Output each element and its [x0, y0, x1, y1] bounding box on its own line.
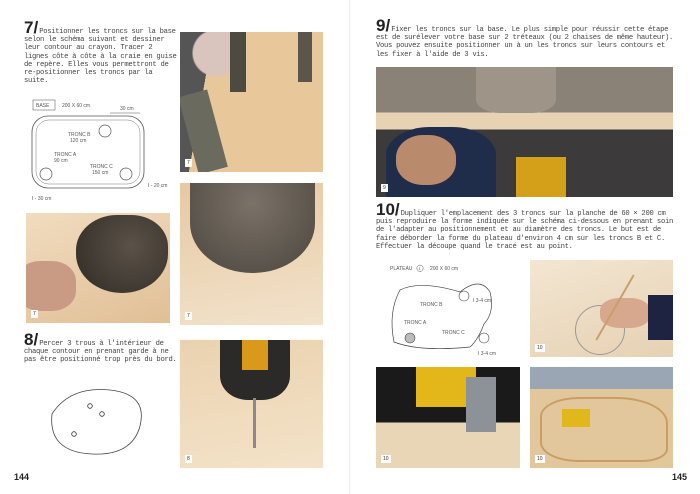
sketch-label: I - 30 cm	[32, 196, 52, 202]
photo-number: 7	[187, 160, 190, 166]
sketch-label: I 3-4 cm	[473, 298, 492, 304]
sketch-label: TRONC A	[54, 152, 77, 158]
step-text: Dupliquer l'emplacement des 3 troncs sur la planche de 60 × 200 cm puis reproduire la forme indiquée sur le schéma ci-dessous en prenant soin de l'adapter au positionnement et au diamètre des troncs. Le but est de faire déborder la forme du plateau d'environ 4 cm sur les troncs B et C. Effectuer la découpe quand le tracé est au point.	[376, 210, 673, 251]
step-text: Positionner les troncs sur la base selon le schéma suivant et dessiner leur contour au crayon. Tracer 2 lignes côte à côte à la craie en guise de repère. Elles vous permettront de re-positionner les troncs par la suite.	[24, 28, 177, 86]
step-number: 8/	[24, 330, 39, 349]
sketch-label: TRONC C	[90, 164, 113, 170]
step-7	[24, 18, 178, 86]
sketch-label: 200 X 60 cm	[430, 266, 459, 272]
sketch-label: I - 20 cm	[148, 183, 168, 189]
photo-number: 7	[187, 313, 190, 319]
photo-number: 9	[383, 185, 386, 191]
photo-number: 7	[33, 311, 36, 317]
page-number: 144	[14, 472, 30, 482]
gutter	[349, 0, 351, 494]
step-10	[376, 200, 680, 251]
sketch-label: 90 cm	[54, 158, 68, 164]
sketch-label: TRONC A	[404, 320, 427, 326]
photo-fixing-trunks	[376, 67, 673, 197]
sketch-label: I 3-4 cm	[478, 351, 497, 357]
photo-trunks-on-base	[180, 32, 323, 172]
sketch-label: TRONC B	[420, 302, 443, 308]
sketch-label: 30 cm	[120, 106, 134, 112]
photo-pencil-tracing	[530, 260, 673, 357]
step-text: Fixer les troncs sur la base. Le plus simple pour réussir cette étape est de surélever votre base sur 2 tréteaux (ou 2 chaises de même hauteur). Vous pouvez ensuite positionner un à un les troncs sur leurs contours et les fixer à l'aide de 3 vis.	[376, 26, 673, 59]
photo-drawing-contour	[26, 213, 170, 323]
sketch-label: 120 cm	[70, 138, 87, 144]
base-sketch	[26, 98, 176, 206]
photo-chalk-marks	[180, 183, 323, 325]
sketch-label: TRONC C	[442, 330, 465, 336]
photo-cut-plateau	[530, 367, 673, 468]
step-8	[24, 330, 178, 365]
photo-number: 10	[383, 456, 389, 462]
sketch-label: BASE	[36, 103, 50, 109]
photo-number: 10	[537, 345, 543, 351]
step-text: Percer 3 trous à l'intérieur de chaque contour en prenant garde à ne pas être positionné trop près du bord.	[24, 340, 177, 365]
step-9	[376, 16, 680, 59]
sketch-label: PLATEAU	[390, 266, 413, 272]
photo-jigsaw-cutting	[376, 367, 520, 468]
photo-drilling	[180, 340, 323, 468]
page-number: 145	[672, 472, 688, 482]
step-number: 7/	[24, 18, 39, 37]
photo-number: 8	[187, 456, 190, 462]
step-number: 10/	[376, 200, 400, 219]
sketch-label: 150 cm	[92, 170, 109, 176]
sketch-label: 1	[418, 266, 421, 271]
photo-number: 10	[537, 456, 543, 462]
holes-sketch	[40, 384, 160, 464]
sketch-label: TRONC B	[68, 132, 91, 138]
plateau-sketch	[380, 262, 520, 360]
step-number: 9/	[376, 16, 391, 35]
sketch-label: 200 X 60 cm	[62, 103, 91, 109]
